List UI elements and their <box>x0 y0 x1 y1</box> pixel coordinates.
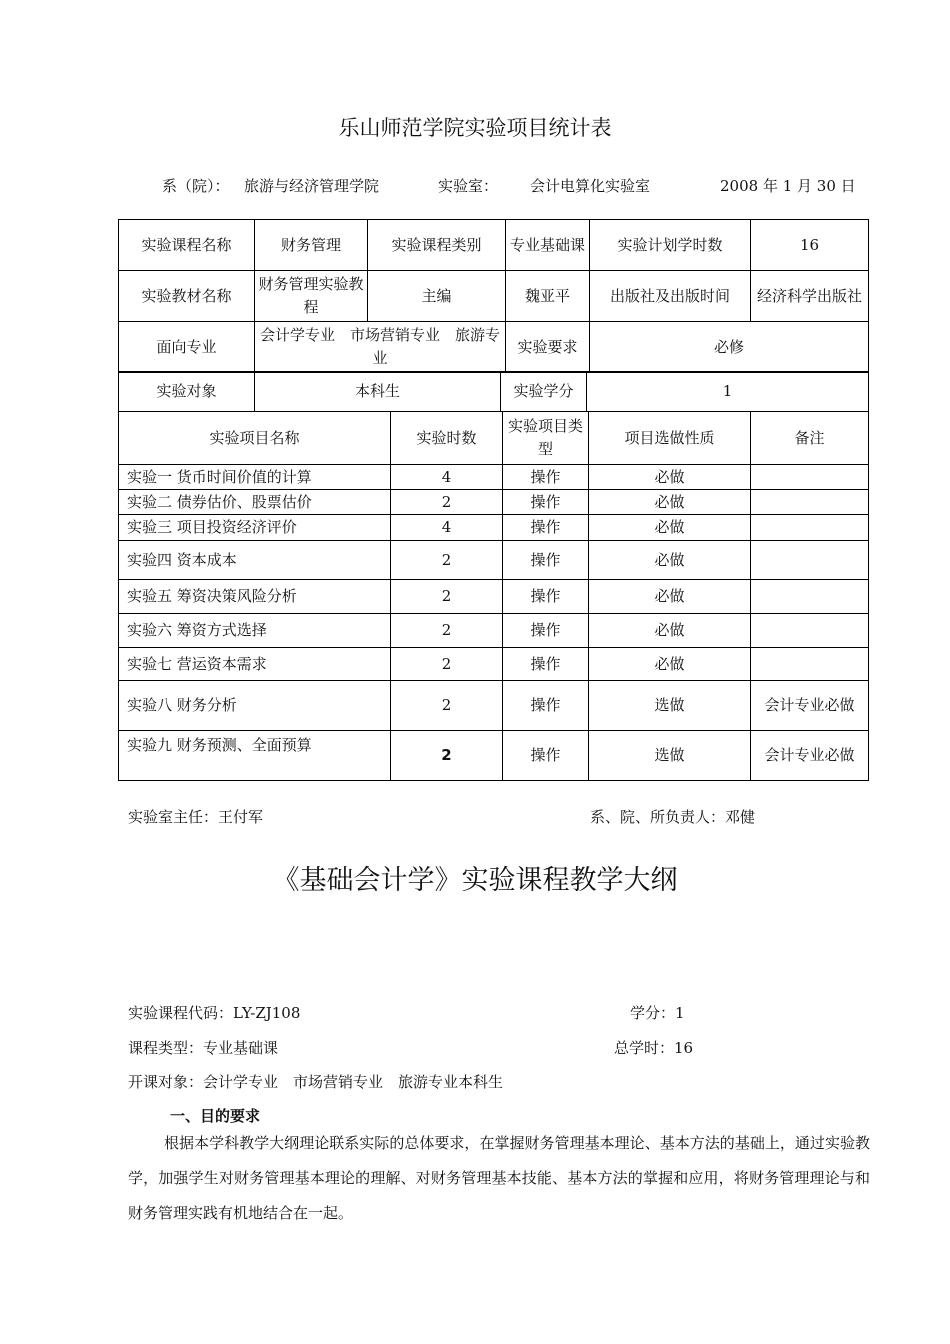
major-label: 面向专业 <box>119 322 255 373</box>
table-row <box>119 515 869 541</box>
project-type: 操作 <box>503 614 589 648</box>
project-type: 操作 <box>503 731 589 781</box>
project-hours: 2 <box>391 541 503 580</box>
header-project-name: 实验项目名称 <box>119 412 391 465</box>
project-note <box>751 580 869 614</box>
table-row <box>119 465 869 490</box>
table-row <box>119 681 869 731</box>
course-credit: 学分：1 <box>630 1004 685 1022</box>
project-note <box>751 515 869 541</box>
project-type: 操作 <box>503 580 589 614</box>
editor-label: 主编 <box>368 271 506 322</box>
project-hours: 2 <box>391 648 503 681</box>
header-note: 备注 <box>751 412 869 465</box>
department-head-signature: 系、院、所负责人：邓健 <box>590 808 756 826</box>
project-nature: 必做 <box>589 465 751 490</box>
project-type: 操作 <box>503 515 589 541</box>
course-code: 实验课程代码：LY-ZJ108 <box>128 1004 301 1022</box>
project-name: 实验九 财务预测、全面预算 <box>119 731 391 781</box>
project-note <box>751 614 869 648</box>
table-row <box>119 580 869 614</box>
project-name: 实验七 营运资本需求 <box>119 648 391 681</box>
course-category: 课程类型：专业基础课 <box>128 1039 279 1057</box>
editor-value: 魏亚平 <box>506 271 590 322</box>
project-nature: 必做 <box>589 648 751 681</box>
section-heading: 一、目的要求 <box>170 1107 261 1125</box>
target-credit-table <box>118 371 869 412</box>
textbook-label: 实验教材名称 <box>119 271 255 322</box>
major-value: 会计学专业 市场营销专业 旅游专业 <box>255 322 506 373</box>
course-audience: 开课对象：会计学专业 市场营销专业 旅游专业本科生 <box>128 1073 504 1091</box>
project-note <box>751 490 869 515</box>
project-name: 实验四 资本成本 <box>119 541 391 580</box>
projects-table <box>118 411 869 781</box>
project-type: 操作 <box>503 648 589 681</box>
table-row <box>119 614 869 648</box>
project-hours: 2 <box>391 731 503 781</box>
requirement-value: 必修 <box>590 322 869 373</box>
project-name: 实验一 货币时间价值的计算 <box>119 465 391 490</box>
project-nature: 选做 <box>589 731 751 781</box>
report-date: 2008 年 1 月 30 日 <box>720 177 856 195</box>
page-title: 乐山师范学院实验项目统计表 <box>338 116 612 140</box>
project-hours: 2 <box>391 681 503 731</box>
lab-director-signature: 实验室主任：王付军 <box>128 808 264 826</box>
table-row <box>119 731 869 781</box>
project-note: 会计专业必做 <box>751 731 869 781</box>
credit-label: 实验学分 <box>501 372 587 412</box>
requirement-label: 实验要求 <box>506 322 590 373</box>
course-info-table <box>118 219 869 373</box>
header-nature: 项目选做性质 <box>589 412 751 465</box>
header-type: 实验项目类型 <box>503 412 589 465</box>
publisher-label: 出版社及出版时间 <box>590 271 751 322</box>
syllabus-title: 《基础会计学》实验课程教学大纲 <box>272 865 678 896</box>
table-row <box>119 541 869 580</box>
project-hours: 4 <box>391 465 503 490</box>
project-hours: 4 <box>391 515 503 541</box>
lab-value: 会计电算化实验室 <box>530 177 651 195</box>
textbook-value: 财务管理实验教程 <box>255 271 368 322</box>
project-nature: 选做 <box>589 681 751 731</box>
project-hours: 2 <box>391 490 503 515</box>
project-note <box>751 648 869 681</box>
target-value: 本科生 <box>255 372 501 412</box>
project-name: 实验三 项目投资经济评价 <box>119 515 391 541</box>
project-hours: 2 <box>391 614 503 648</box>
lab-label: 实验室： <box>438 177 499 195</box>
project-nature: 必做 <box>589 515 751 541</box>
project-nature: 必做 <box>589 490 751 515</box>
course-name-value: 财务管理 <box>255 220 368 271</box>
project-type: 操作 <box>503 490 589 515</box>
target-label: 实验对象 <box>119 372 255 412</box>
course-type-value: 专业基础课 <box>506 220 590 271</box>
table-row <box>119 490 869 515</box>
planned-hours-value: 16 <box>751 220 869 271</box>
department-label: 系（院）： <box>162 177 230 195</box>
project-type: 操作 <box>503 681 589 731</box>
project-nature: 必做 <box>589 580 751 614</box>
course-name-label: 实验课程名称 <box>119 220 255 271</box>
project-name: 实验二 债券估价、股票估价 <box>119 490 391 515</box>
total-hours: 总学时：16 <box>614 1039 694 1057</box>
project-type: 操作 <box>503 541 589 580</box>
project-note <box>751 541 869 580</box>
section-paragraph: 根据本学科教学大纲理论联系实际的总体要求，在掌握财务管理基本理论、基本方法的基础上，通过实验教学，加强学生对财务管理基本理论的理解、对财务管理基本技能、基本方法的掌握和应用，将财务管理理论与和财务管理实践有机地结合在一起。 <box>128 1134 870 1222</box>
course-type-label: 实验课程类别 <box>368 220 506 271</box>
project-name: 实验五 筹资决策风险分析 <box>119 580 391 614</box>
project-note <box>751 465 869 490</box>
department-value: 旅游与经济管理学院 <box>244 177 380 195</box>
project-nature: 必做 <box>589 614 751 648</box>
project-name: 实验六 筹资方式选择 <box>119 614 391 648</box>
project-nature: 必做 <box>589 541 751 580</box>
project-name: 实验八 财务分析 <box>119 681 391 731</box>
planned-hours-label: 实验计划学时数 <box>590 220 751 271</box>
publisher-value: 经济科学出版社 <box>751 271 869 322</box>
project-hours: 2 <box>391 580 503 614</box>
project-type: 操作 <box>503 465 589 490</box>
project-note: 会计专业必做 <box>751 681 869 731</box>
table-row <box>119 648 869 681</box>
credit-value: 1 <box>587 372 869 412</box>
header-hours: 实验时数 <box>391 412 503 465</box>
